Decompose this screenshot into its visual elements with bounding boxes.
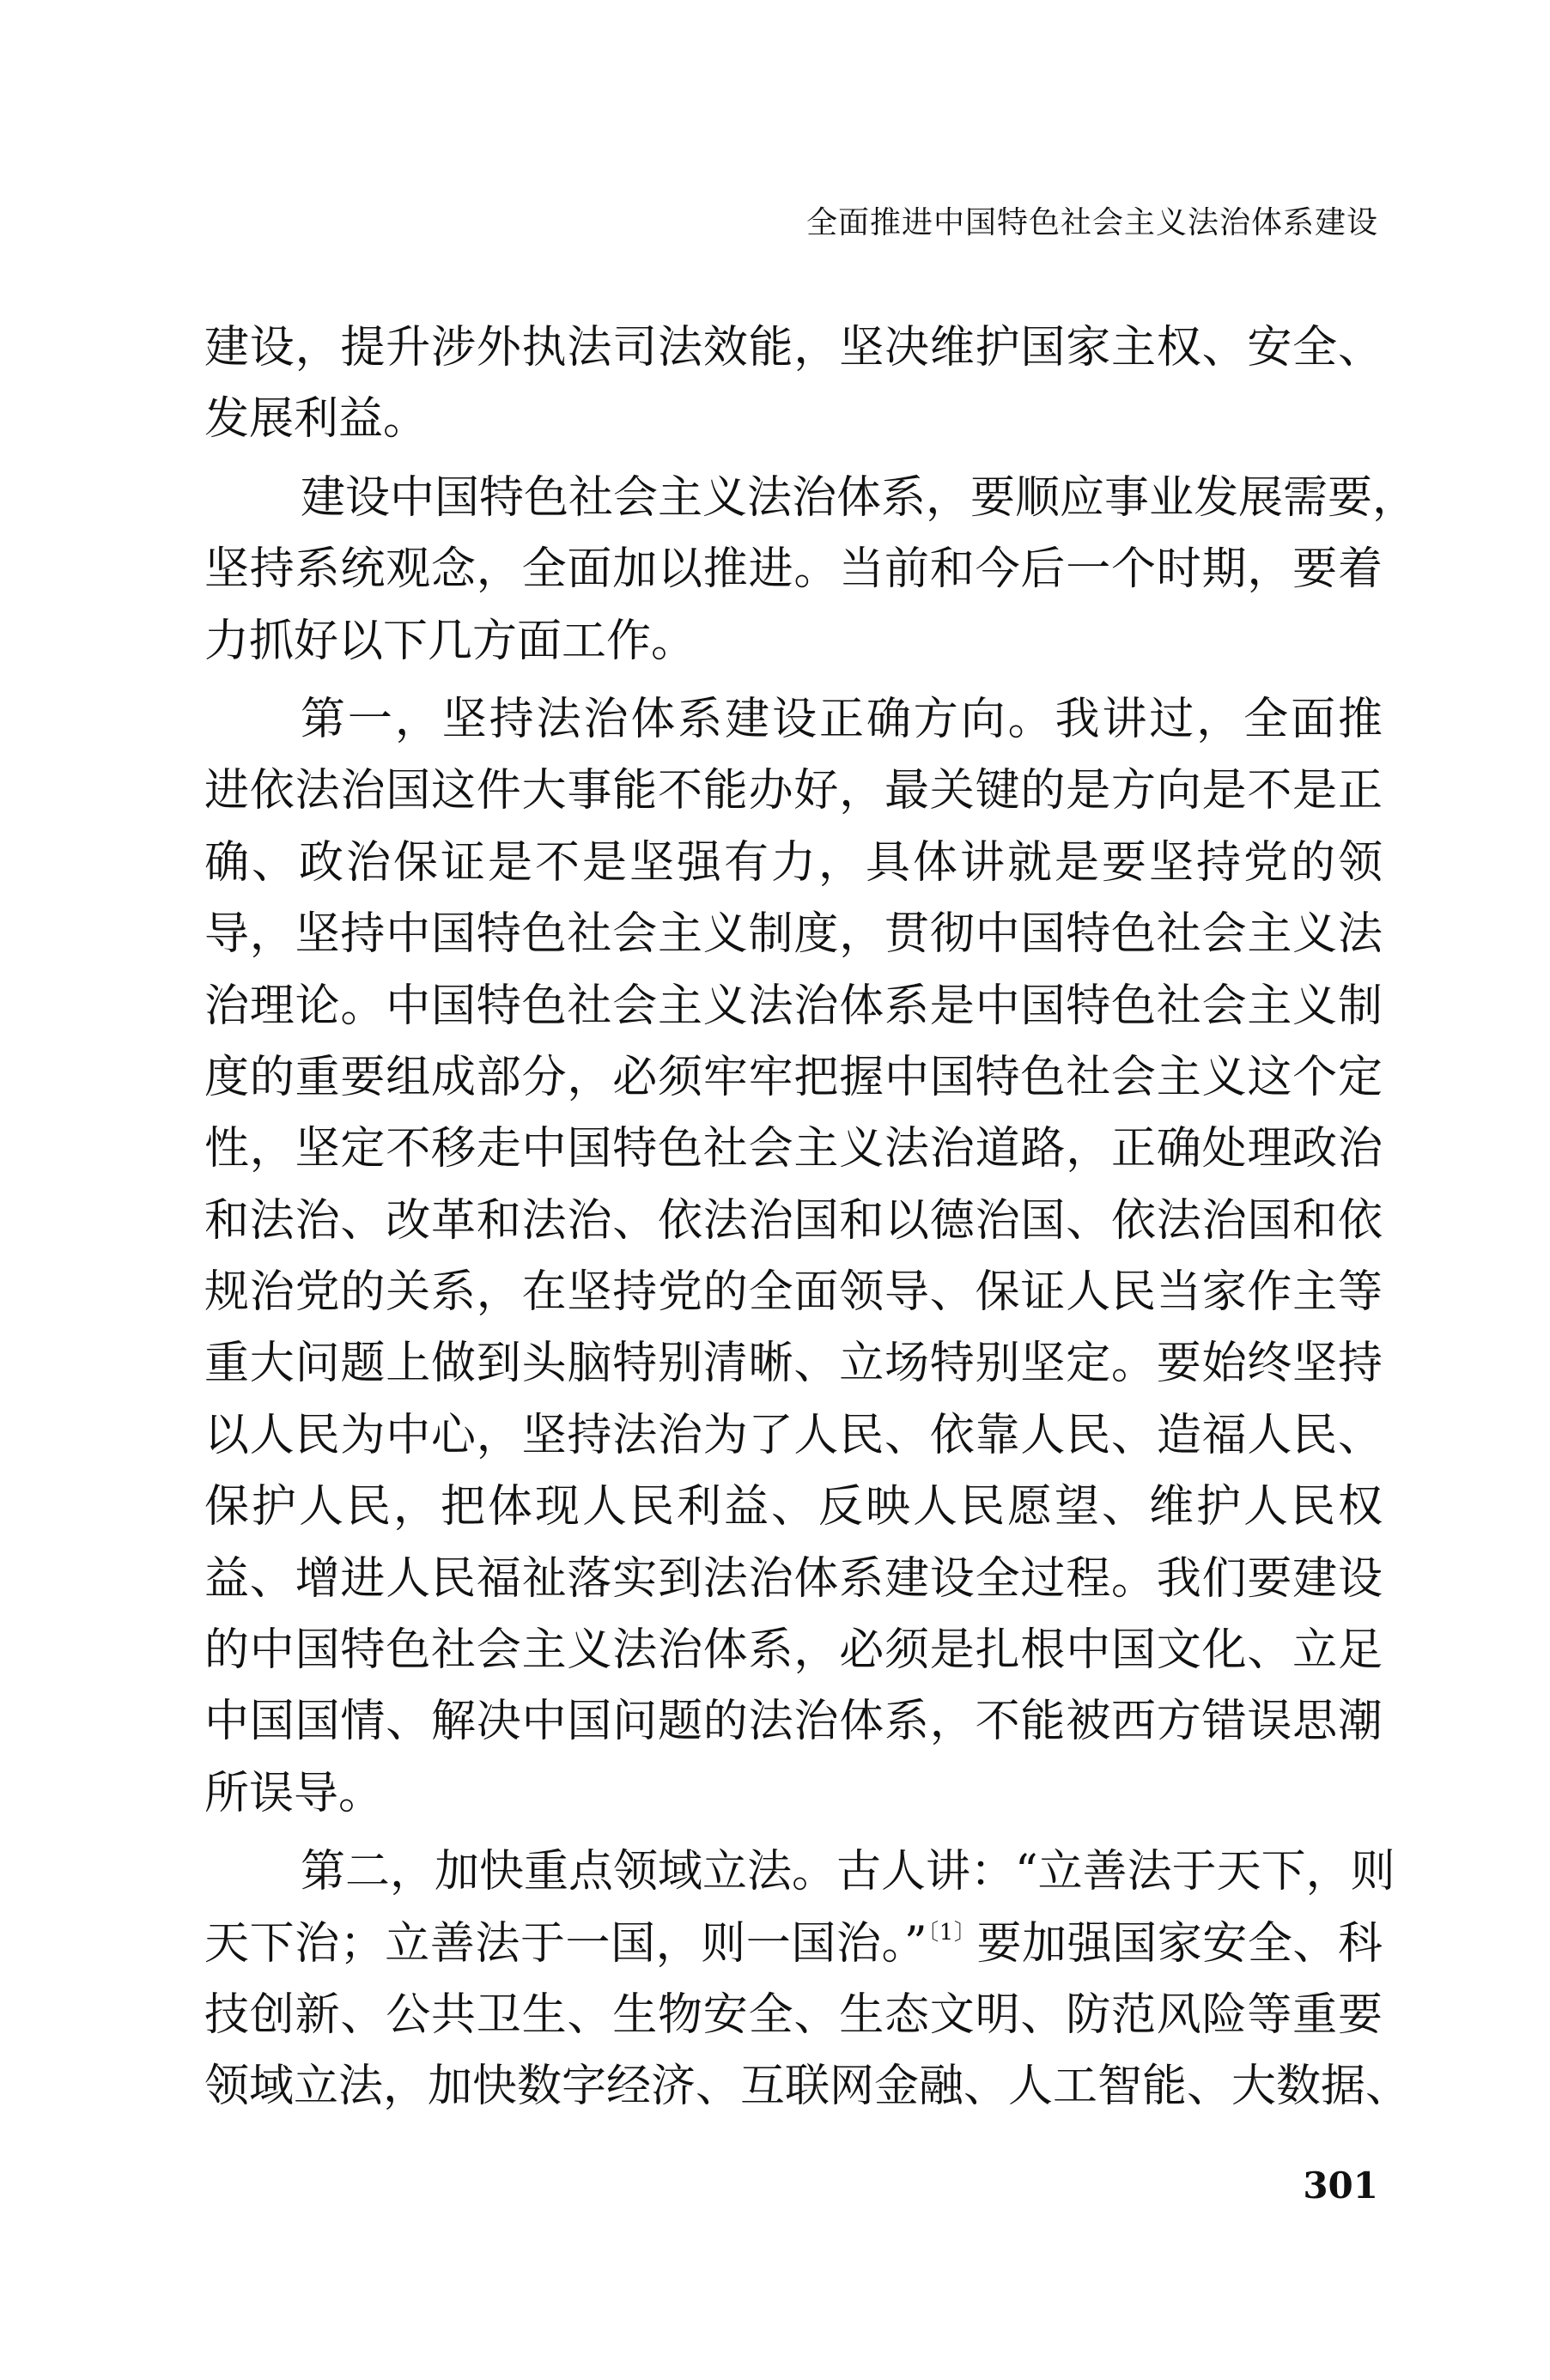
text-line: 力抓好以下几方面工作。 xyxy=(204,615,696,667)
text-segment: 要加强国家安全、科 xyxy=(976,1917,1383,1970)
text-line: 坚持系统观念，全面加以推进。当前和今后一个时期，要着 xyxy=(204,543,1383,596)
footnote-marker[interactable]: 〔1〕 xyxy=(927,1919,977,1946)
text-line: 建设，提升涉外执法司法效能，坚决维护国家主权、安全、 xyxy=(204,322,1383,373)
text-line: 和法治、改革和法治、依法治国和以德治国、依法治国和依 xyxy=(204,1194,1383,1247)
text-line: 技创新、公共卫生、生物安全、生态文明、防范风险等重要 xyxy=(204,1988,1383,2041)
text-line: 治理论。中国特色社会主义法治体系是中国特色社会主义制 xyxy=(204,980,1383,1032)
text-line: 度的重要组成部分，必须牢牢把握中国特色社会主义这个定 xyxy=(204,1051,1383,1103)
text-line: 规治党的关系，在坚持党的全面领导、保证人民当家作主等 xyxy=(204,1266,1383,1319)
text-line: 第二，加快重点领域立法。古人讲：“立善法于天下，则 xyxy=(301,1846,1395,1898)
running-header: 全面推进中国特色社会主义法治体系建设 xyxy=(805,205,1378,240)
text-line xyxy=(204,1909,1383,1980)
text-line: 建设中国特色社会主义法治体系，要顺应事业发展需要， xyxy=(301,471,1418,524)
text-line: 所误导。 xyxy=(204,1767,384,1819)
body-text xyxy=(204,313,1418,2123)
text-line: 领域立法，加快数字经济、互联网金融、人工智能、大数据、 xyxy=(204,2061,1411,2113)
text-line: 益、增进人民福祉落实到法治体系建设全过程。我们要建设 xyxy=(204,1552,1383,1605)
paragraph xyxy=(204,684,1383,1830)
paragraph xyxy=(204,463,1418,677)
page-number: 301 xyxy=(1303,2164,1378,2207)
text-line: 第一，坚持法治体系建设正确方向。我讲过，全面推 xyxy=(301,693,1383,745)
paragraph xyxy=(204,313,1383,456)
text-line: 保护人民，把体现人民利益、反映人民愿望、维护人民权 xyxy=(204,1481,1383,1533)
text-line: 进依法治国这件大事能不能办好，最关键的是方向是不是正 xyxy=(204,765,1383,817)
text-segment: 天下治；立善法于一国，则一国治。” xyxy=(204,1917,927,1970)
text-line: 确、政治保证是不是坚强有力，具体讲就是要坚持党的领 xyxy=(204,836,1383,889)
text-line: 的中国特色社会主义法治体系，必须是扎根中国文化、立足 xyxy=(204,1624,1383,1677)
text-line: 发展利益。 xyxy=(204,393,429,446)
text-line: 性，坚定不移走中国特色社会主义法治道路，正确处理政治 xyxy=(204,1123,1383,1175)
text-line: 中国国情、解决中国问题的法治体系，不能被西方错误思潮 xyxy=(204,1696,1383,1748)
paragraph xyxy=(204,1837,1411,2123)
text-line: 以人民为中心，坚持法治为了人民、依靠人民、造福人民、 xyxy=(204,1409,1383,1461)
text-line: 导，坚持中国特色社会主义制度，贯彻中国特色社会主义法 xyxy=(204,908,1383,961)
text-line: 重大问题上做到头脑特别清晰、立场特别坚定。要始终坚持 xyxy=(204,1338,1383,1390)
